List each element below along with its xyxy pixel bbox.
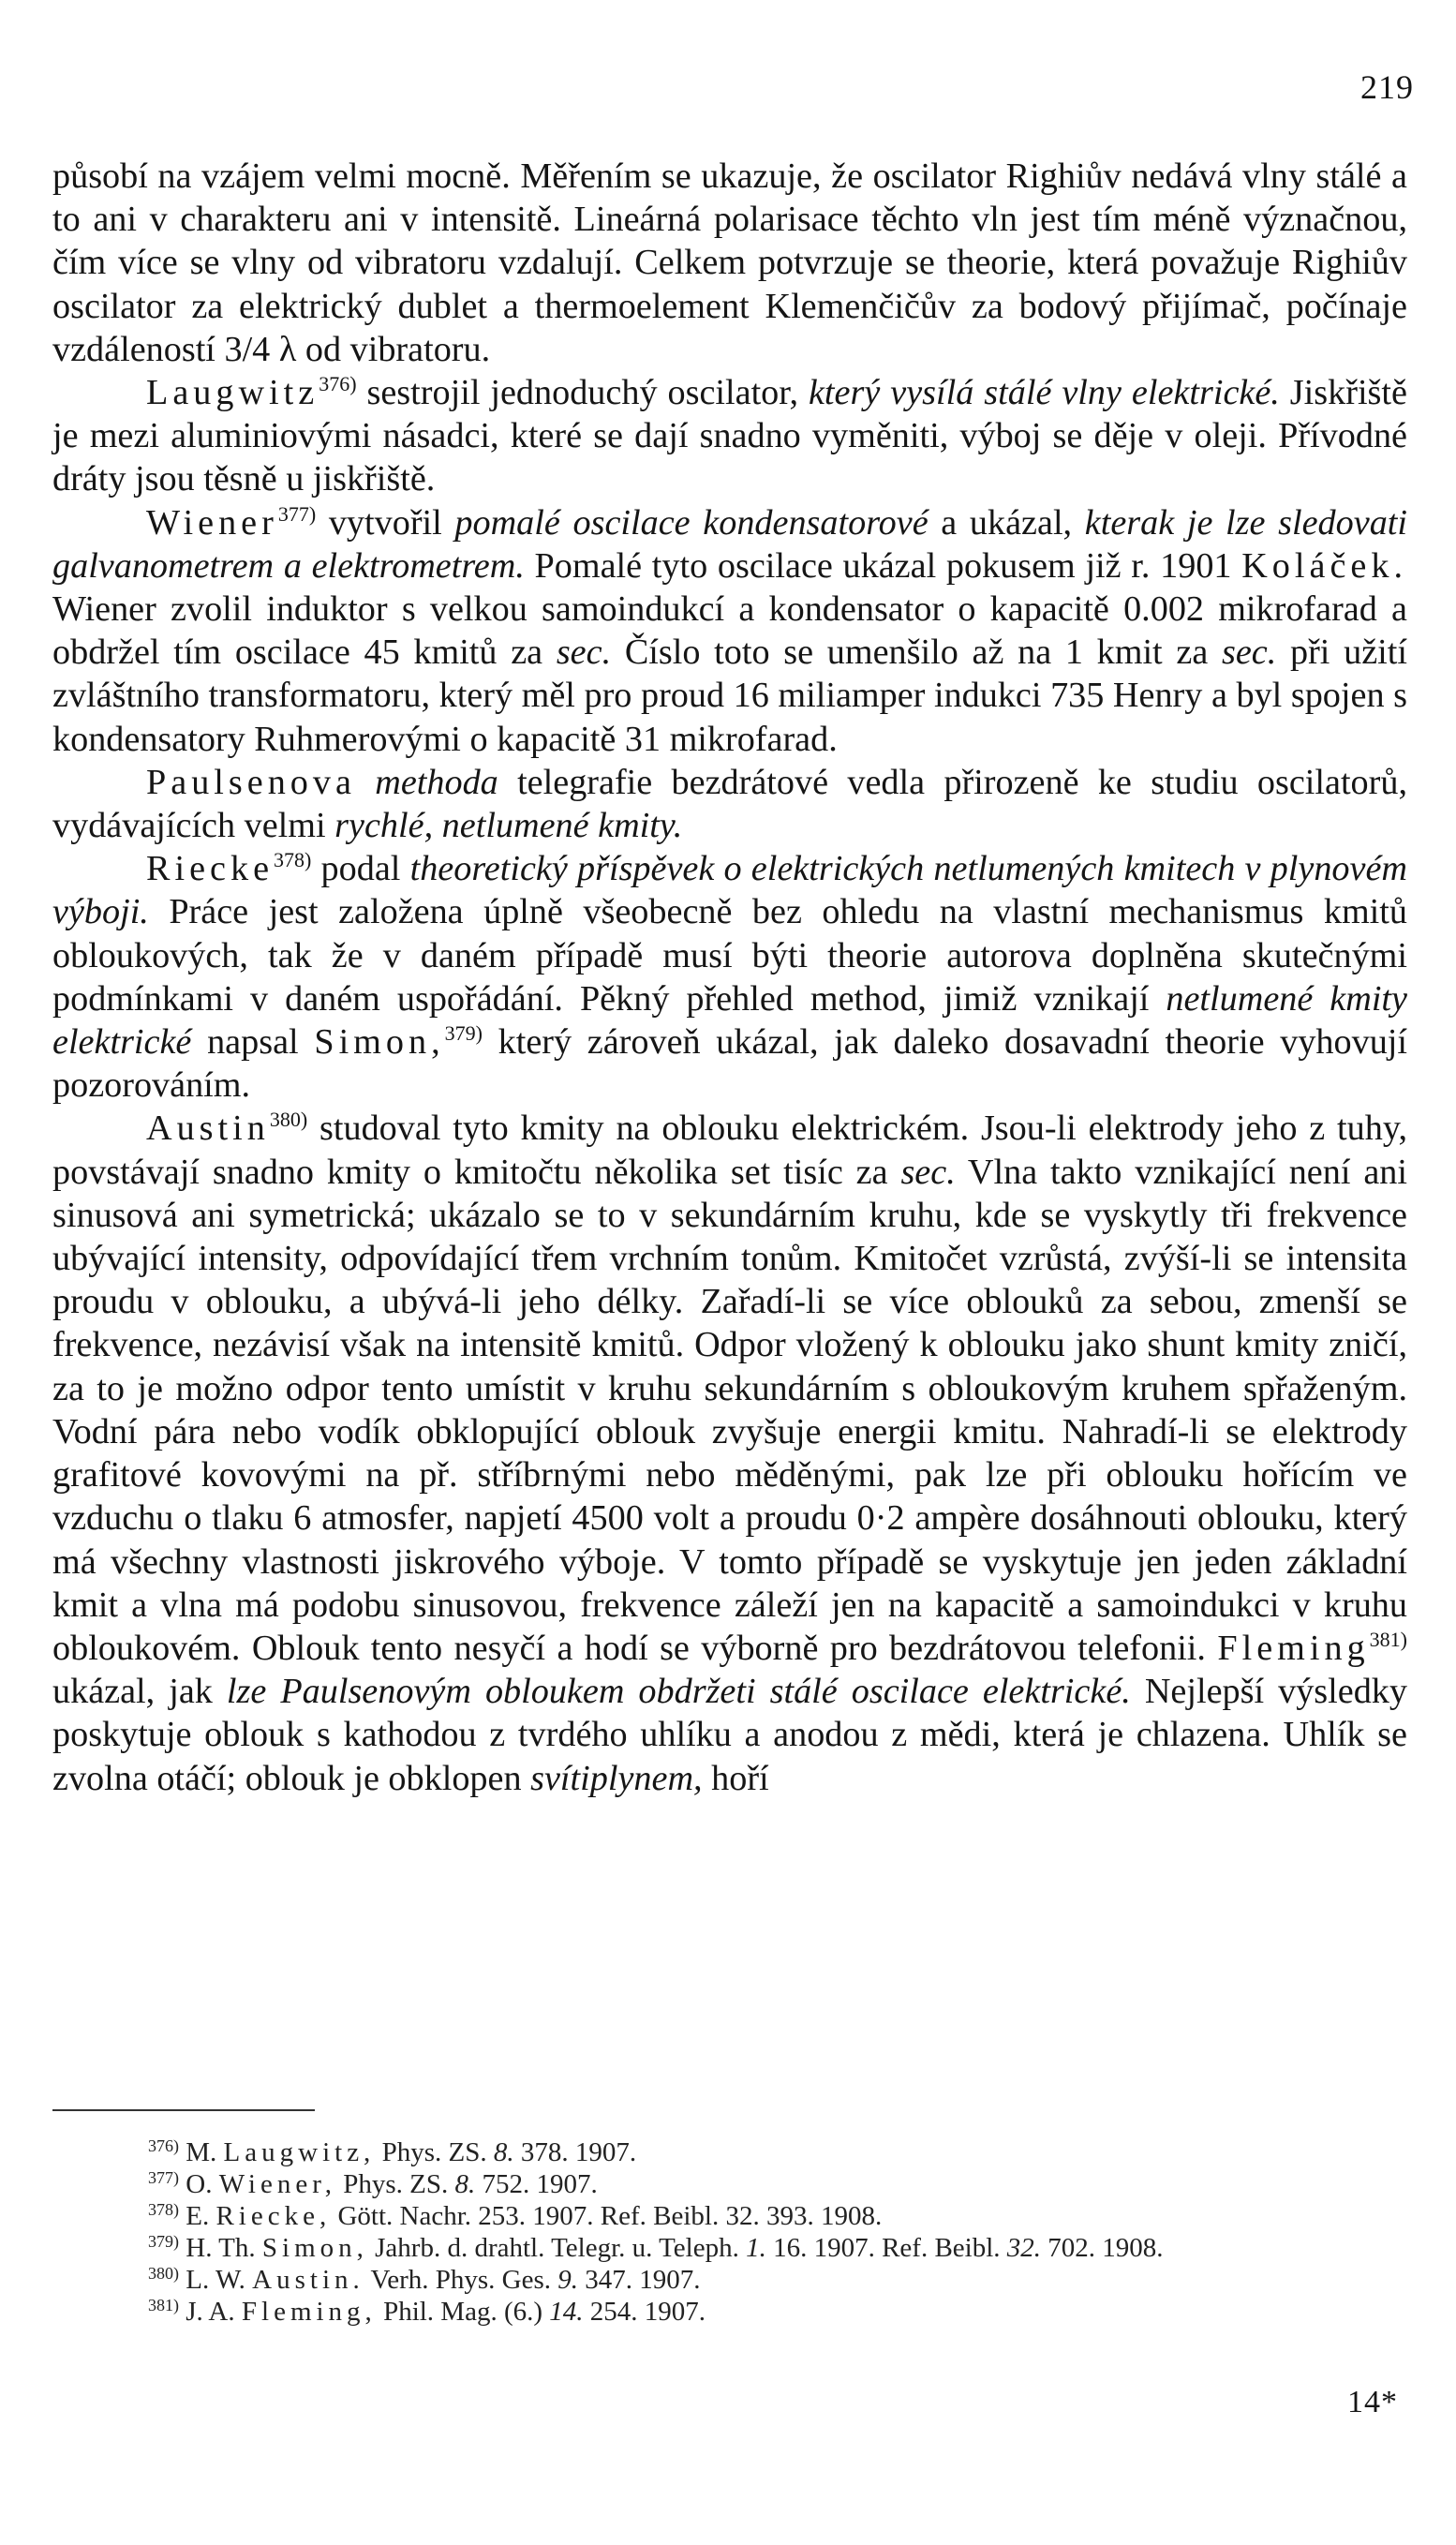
fraction: 3/4: [224, 329, 271, 369]
text-run: Phil. Mag. (6.): [376, 2297, 550, 2327]
paragraph: [52, 501, 1407, 761]
signature-mark: 14*: [1347, 2385, 1398, 2419]
footnote: [52, 2296, 1407, 2328]
author-name: Fleming: [1217, 1628, 1370, 1668]
footnote-number: 379): [148, 2232, 179, 2251]
footnote: [52, 2264, 1407, 2296]
text-run: L. W.: [186, 2265, 253, 2295]
italic-text: netlumené kmity elektrické: [52, 978, 1407, 1063]
italic-text: 9.: [557, 2265, 578, 2295]
text-run: sestrojil jednoduchý oscilator,: [356, 373, 809, 413]
author-name: Paulsenova: [146, 762, 356, 802]
author-name: Simon,: [261, 2233, 368, 2263]
page-number: 219: [1360, 68, 1414, 106]
italic-text: kterak je lze sledovati galvanometrem a elektrometrem.: [52, 502, 1408, 586]
paragraph: [52, 371, 1407, 501]
text-run: Jahrb. d. drahtl. Telegr. u. Teleph.: [367, 2233, 747, 2263]
text-run: M.: [186, 2137, 224, 2167]
text-run: hoří: [702, 1758, 769, 1798]
italic-text: 8.: [454, 2169, 476, 2199]
text-run: Vlna takto vznikající není ani sinusová ani symetrická; ukázalo se to v sekundárním kruhu, kde se vyskytly tři frekvence ubývající intensity, odpovídající třem vrchním tonům. Kmitočet vzrůstá, zvýší-li se intensita proudu v oblouku, a ubývá-li jeho délky. Zařadí-li se více oblouků za sebou, zmenší se frekvence, nezávisí však na intensitě kmitů. Odpor vložený k oblouku jako shunt kmity zničí, za to je možno odpor tento umístit v kruhu sekundárním s obloukovým kruhem spřaženým. Vodní pára nebo vodík obklopující oblouk zvyšuje energii kmitu. Nahradí-li se elektrody grafitové kovovými na př. stříbrnými nebo měděnými, pak lze při oblouku hořícím ve vzduchu o tlaku 6 atmosfer, napjetí 4500 volt a proudu 0·2 ampère dosáhnouti oblouku, který má všechny vlastnosti jiskrového výboje. V tomto případě se vyskytuje jen jeden základní kmit a vlna má podobu sinusovou, frekvence záleží jen na kapacitě a samoindukci v kruhu obloukovém. Oblouk tento nesyčí a hodí se výborně pro bezdrátovou telefonii.: [52, 1152, 1407, 1668]
author-name: Koláček.: [1241, 545, 1407, 586]
paragraph: [52, 1107, 1407, 1799]
paragraph: [52, 847, 1407, 1107]
italic-text: rychlé, netlumené kmity.: [334, 806, 683, 846]
text-run: Jiskřiště je mezi aluminiovými násadci, které se dají snadno vyměniti, výboj se děje v oleji. Přívodné dráty jsou těsně u jiskřiště.: [52, 373, 1407, 499]
text-run: 254. 1907.: [583, 2297, 706, 2327]
text-run: vytvořil: [316, 502, 455, 543]
italic-text: pomalé oscilace kondensatorové: [454, 502, 929, 543]
text-run: λ od vibratoru.: [270, 329, 491, 369]
footnote-number: 378): [148, 2200, 179, 2219]
italic-text: methoda: [375, 762, 498, 802]
author-name: Simon,: [314, 1022, 445, 1063]
author-name: Wiener: [146, 502, 278, 543]
text-run: telegrafie bezdrátové vedla přirozeně ke studiu oscilatorů, vydávajících velmi: [52, 762, 1408, 846]
text-run: O.: [186, 2169, 219, 2199]
footnote: [52, 2136, 1407, 2168]
footnote: [52, 2168, 1407, 2200]
text-run: 347. 1907.: [578, 2265, 701, 2295]
footnote-number: 377): [148, 2168, 179, 2187]
footnote-reference: 380): [269, 1108, 308, 1132]
text-run: a ukázal,: [928, 502, 1085, 543]
footnote-number: 380): [148, 2264, 179, 2283]
text-run: podal: [311, 849, 410, 889]
text-run: 378. 1907.: [513, 2137, 637, 2167]
text-run: [356, 763, 375, 802]
footnote: [52, 2232, 1407, 2264]
footnote-reference: 377): [277, 501, 317, 526]
text-run: 16. 1907. Ref. Beibl.: [765, 2233, 1007, 2263]
author-name: Austin.: [252, 2265, 364, 2295]
footnote-reference: 376): [319, 372, 357, 396]
italic-text: sec.: [1221, 633, 1277, 673]
italic-text: sec.: [900, 1152, 956, 1192]
author-name: Wiener,: [218, 2169, 336, 2199]
text-run: napsal: [191, 1022, 315, 1063]
footnote-number: 381): [148, 2296, 179, 2314]
italic-text: theoretický příspěvek o elektrických netlumených kmitech v plynovém výboji.: [52, 849, 1407, 932]
italic-text: 8.: [493, 2137, 514, 2167]
text-run: který zároveň ukázal, jak daleko dosavadní theorie vyhovují pozorováním.: [52, 1022, 1408, 1106]
italic-text: lze Paulsenovým obloukem obdržeti stálé oscilace elektrické.: [226, 1672, 1131, 1712]
italic-text: svítiplynem,: [530, 1758, 703, 1798]
text-run: Wiener zvolil induktor s velkou samoindukcí a kondensator o kapacitě 0.002 mikrofarad a obdržel tím oscilace 45 kmitů za: [52, 589, 1407, 673]
text-run: Pomalé tyto oscilace ukázal pokusem již r. 1901: [524, 545, 1242, 586]
text-run: působí na vzájem velmi mocně. Měřením se ukazuje, že oscilator Righiův nedává vlny stálé a to ani v charakteru ani v intensitě. Lineárná polarisace těchto vln jest tím méně význačnou, čím více se vlny od vibratoru vzdalují. Celkem potvrzuje se theorie, která považuje Righiův oscilator za elektrický dublet a thermoelement Klemenčičův za bodový přijímač, počínaje vzdáleností: [52, 156, 1407, 369]
footnotes: [52, 2136, 1407, 2328]
author-name: Fleming,: [241, 2297, 377, 2327]
author-name: Laugwitz: [146, 373, 319, 413]
author-name: Austin: [146, 1109, 270, 1149]
italic-text: 14.: [549, 2297, 584, 2327]
paragraph: [52, 761, 1407, 847]
text-run: ukázal, jak: [52, 1672, 227, 1712]
text-run: studoval tyto kmity na oblouku elektrickém. Jsou-li elektrody jeho z tuhy, povstávají snadno kmity o kmitočtu několika set tisíc za: [52, 1109, 1407, 1192]
footnote-number: 376): [148, 2136, 179, 2155]
paragraph: [52, 155, 1407, 371]
text-run: Phys. ZS.: [375, 2137, 494, 2167]
text-run: 752. 1907.: [475, 2169, 598, 2199]
footnote-reference: 378): [274, 848, 312, 872]
author-name: Riecke,: [215, 2201, 332, 2231]
text-run: H. Th.: [186, 2233, 262, 2263]
text-run: E.: [186, 2201, 216, 2231]
italic-text: 1.: [746, 2233, 766, 2263]
text-run: Číslo toto se umenšilo až na 1 kmit za: [611, 633, 1222, 673]
author-name: Riecke: [146, 849, 275, 889]
text-run: Phys. ZS.: [335, 2169, 455, 2199]
text-run: při užití zvláštního transformatoru, který měl pro proud 16 miliamper indukci 735 Henry a byl spojen s kondensatory Ruhmerovými o kapacitě 31 mikrofarad.: [52, 633, 1407, 759]
italic-text: 32.: [1006, 2233, 1042, 2263]
author-name: Laugwitz,: [223, 2137, 376, 2167]
italic-text: který vysílá stálé vlny elektrické.: [808, 373, 1280, 413]
text-run: Gött. Nachr. 253. 1907. Ref. Beibl. 32. 393. 1908.: [331, 2201, 883, 2231]
text-run: Verh. Phys. Ges.: [364, 2265, 558, 2295]
footnote-reference: 381): [1369, 1627, 1407, 1651]
text-run: Nejlepší výsledky poskytuje oblouk s kathodou z tvrdého uhlíku a anodou z mědi, která je chlazena. Uhlík se zvolna otáčí; oblouk je obklopen: [52, 1672, 1407, 1798]
text-run: J. A.: [186, 2297, 242, 2327]
footnote-separator: [52, 2109, 315, 2111]
main-text: [52, 155, 1407, 1800]
text-run: Práce jest založena úplně všeobecně bez ohledu na vlastní mechanismus kmitů obloukových, tak že v daném případě musí býti theorie autorova doplněna skutečnými podmínkami v daném uspořádání. Pěkný přehled method, jimiž vznikají: [52, 892, 1407, 1019]
text-run: 702. 1908.: [1041, 2233, 1164, 2263]
italic-text: sec.: [556, 633, 612, 673]
footnote-reference: 379): [444, 1021, 483, 1046]
footnote: [52, 2200, 1407, 2232]
